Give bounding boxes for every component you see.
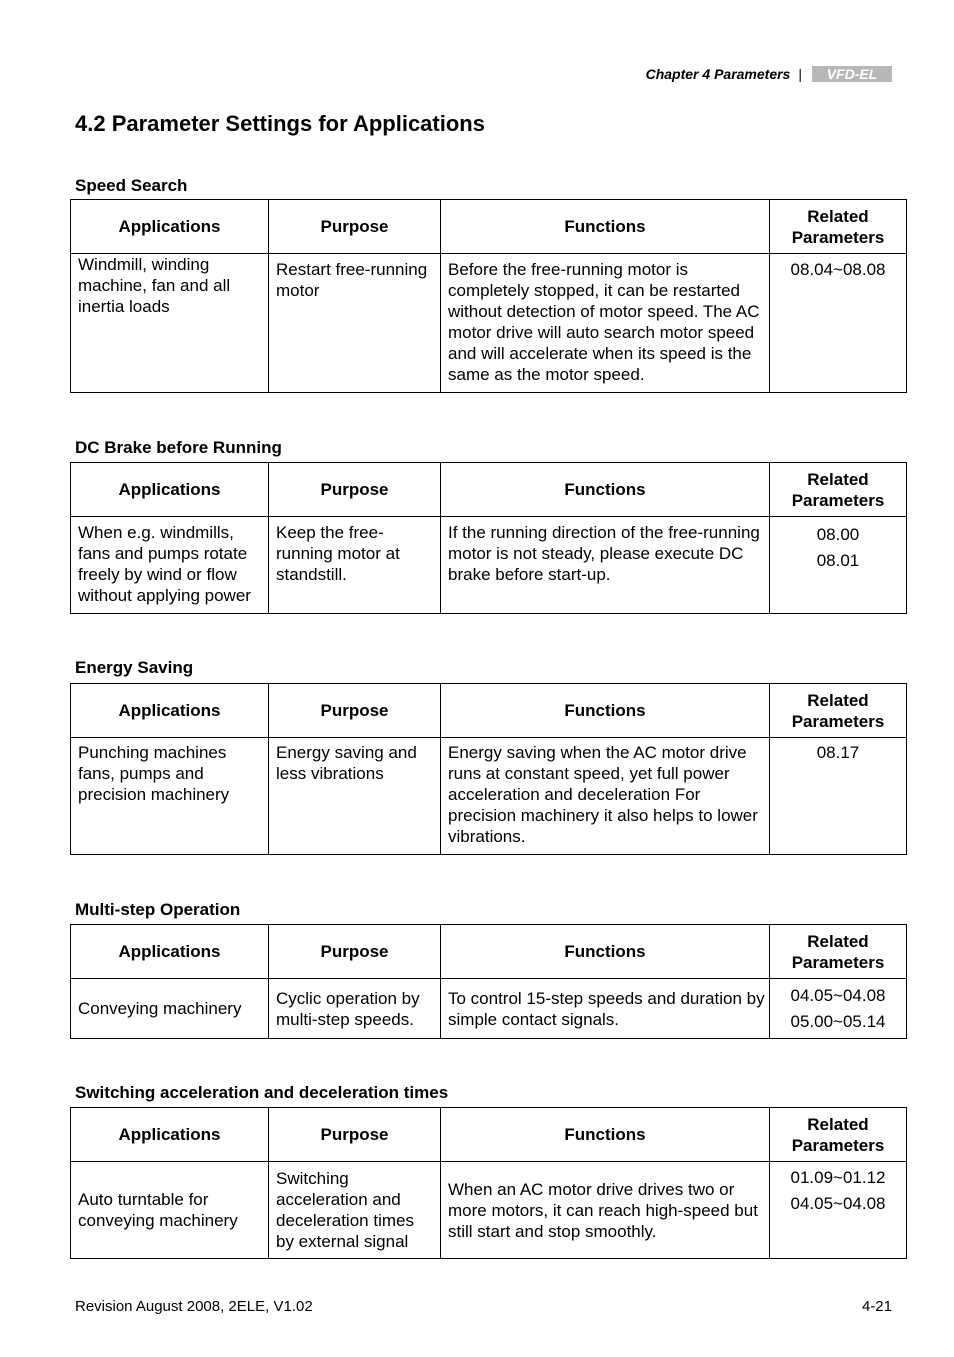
cell-purpose: Switching acceleration and deceleration times by external signal [269, 1162, 441, 1259]
col-related-parameters: Related Parameters [770, 200, 907, 254]
table-row [71, 254, 907, 393]
table-header-row [71, 684, 907, 738]
cell-functions: Energy saving when the AC motor drive runs at constant speed, yet full power acceleration and deceleration For precision machinery it also helps to lower vibrations. [441, 738, 770, 855]
col-purpose: Purpose [269, 200, 441, 254]
table-header-row [71, 463, 907, 517]
col-functions: Functions [441, 684, 770, 738]
col-applications: Applications [71, 925, 269, 979]
col-applications: Applications [71, 463, 269, 517]
vfd-el-logo [812, 66, 892, 82]
table-energy-saving [70, 683, 907, 855]
cell-purpose: Energy saving and less vibrations [269, 738, 441, 855]
cell-functions: When an AC motor drive drives two or more motors, it can reach high-speed but still start and stop smoothly. [441, 1162, 770, 1259]
chapter-label: Chapter 4 Parameters [645, 66, 791, 82]
table-header-row [71, 200, 907, 254]
cell-applications: Windmill, winding machine, fan and all inertia loads [71, 254, 269, 393]
table-row [71, 1162, 907, 1259]
cell-parameters: 01.09~01.12 04.05~04.08 [770, 1162, 907, 1259]
section-title-energy-saving: Energy Saving [75, 658, 194, 677]
section-title-dc-brake: DC Brake before Running [75, 438, 282, 457]
col-related-parameters: Related Parameters [770, 925, 907, 979]
cell-applications: Punching machines fans, pumps and precision machinery [71, 738, 269, 855]
col-functions: Functions [441, 925, 770, 979]
col-purpose: Purpose [269, 684, 441, 738]
cell-functions: If the running direction of the free-running motor is not steady, please execute DC brake before start-up. [441, 517, 770, 614]
table-dc-brake [70, 462, 907, 614]
col-purpose: Purpose [269, 925, 441, 979]
cell-purpose: Restart free-running motor [269, 254, 441, 393]
cell-parameters: 08.17 [770, 738, 907, 855]
cell-parameters: 08.04~08.08 [770, 254, 907, 393]
table-speed-search [70, 199, 907, 393]
page-header [646, 66, 892, 82]
cell-applications: Conveying machinery [71, 979, 269, 1039]
page-footer [75, 1298, 892, 1315]
page-number: 4-21 [861, 1298, 892, 1315]
table-header-row [71, 1108, 907, 1162]
logo-text: VFD-EL [826, 66, 878, 82]
cell-parameters: 04.05~04.08 05.00~05.14 [770, 979, 907, 1039]
section-title-multi-step: Multi-step Operation [75, 900, 241, 919]
col-functions: Functions [441, 1108, 770, 1162]
col-purpose: Purpose [269, 463, 441, 517]
cell-purpose: Cyclic operation by multi-step speeds. [269, 979, 441, 1039]
col-applications: Applications [71, 1108, 269, 1162]
cell-applications: Auto turntable for conveying machinery [71, 1162, 269, 1259]
cell-functions: Before the free-running motor is completely stopped, it can be restarted without detection of motor speed. The AC motor drive will auto search motor speed and will accelerate when its speed is the same as the motor speed. [441, 254, 770, 393]
col-functions: Functions [441, 200, 770, 254]
col-applications: Applications [71, 200, 269, 254]
cell-functions: To control 15-step speeds and duration by simple contact signals. [441, 979, 770, 1039]
col-related-parameters: Related Parameters [770, 1108, 907, 1162]
page-title: 4.2 Parameter Settings for Applications [75, 111, 485, 136]
section-title-speed-search: Speed Search [75, 176, 188, 195]
table-multi-step [70, 924, 907, 1039]
table-switching-accel-decel [70, 1107, 907, 1259]
col-related-parameters: Related Parameters [770, 684, 907, 738]
col-related-parameters: Related Parameters [770, 463, 907, 517]
cell-applications: When e.g. windmills, fans and pumps rotate freely by wind or flow without applying power [71, 517, 269, 614]
col-applications: Applications [71, 684, 269, 738]
table-row [71, 517, 907, 614]
cell-parameters: 08.00 08.01 [770, 517, 907, 614]
table-row [71, 979, 907, 1039]
col-functions: Functions [441, 463, 770, 517]
table-header-row [71, 925, 907, 979]
header-separator: | [798, 66, 802, 82]
cell-purpose: Keep the free-running motor at standstill. [269, 517, 441, 614]
revision-label: Revision August 2008, 2ELE, V1.02 [75, 1298, 313, 1315]
col-purpose: Purpose [269, 1108, 441, 1162]
section-title-switching-accel-decel: Switching acceleration and deceleration times [75, 1083, 449, 1102]
table-row [71, 738, 907, 855]
